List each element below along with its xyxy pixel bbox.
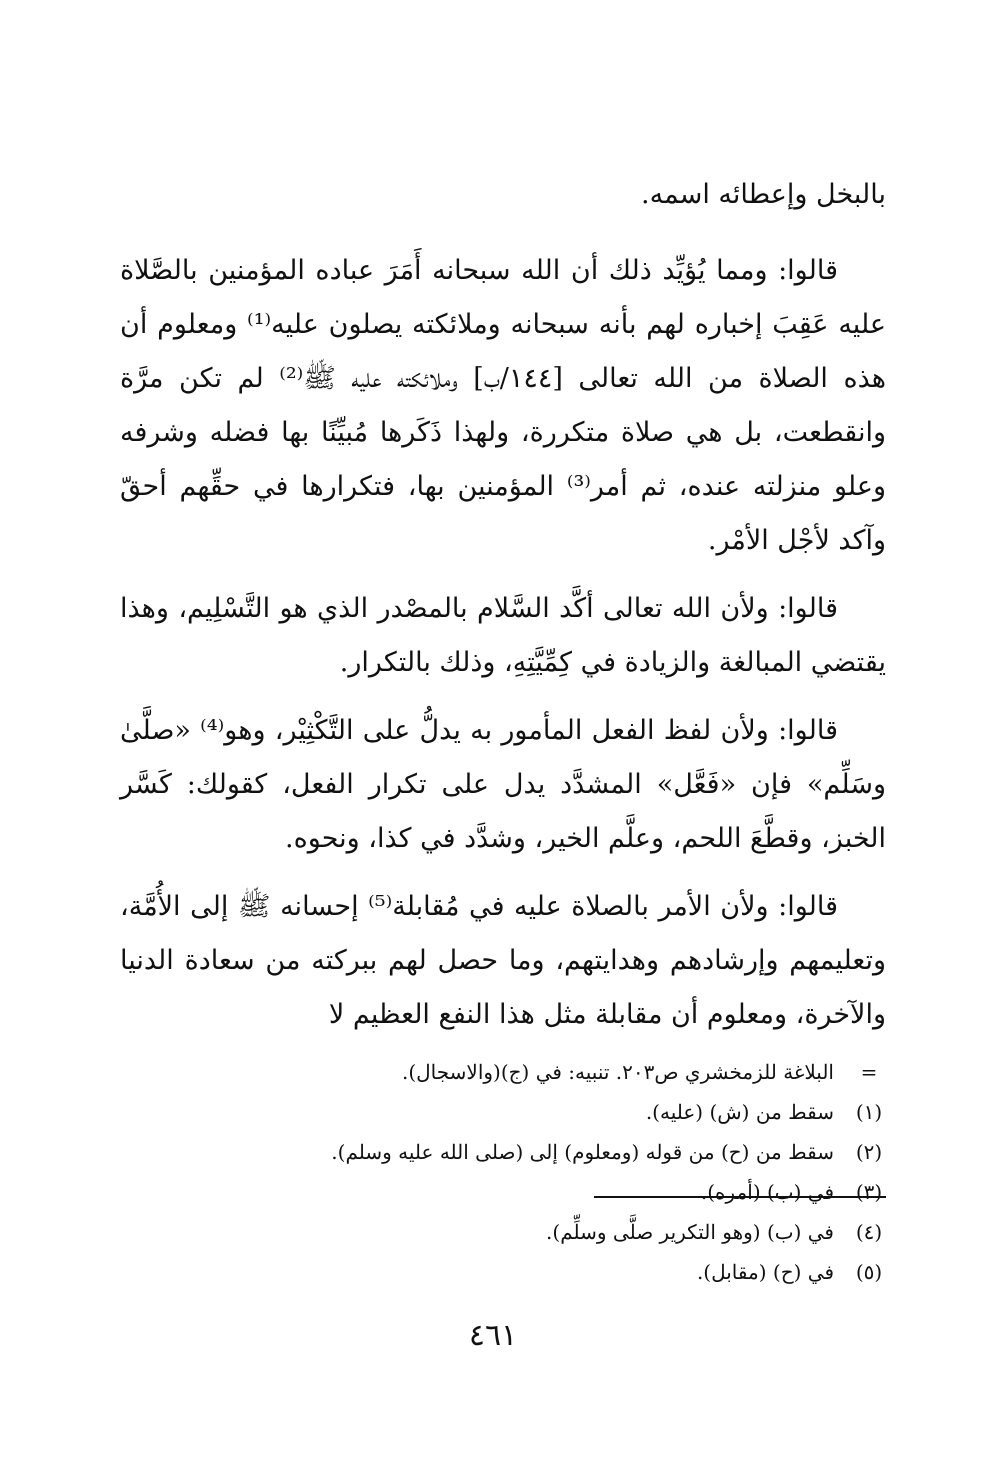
paragraph-5-text: قالوا: ولأن الأمر بالصلاة عليه في مُقابلة⁽⁵⁾ إحسانه ﷺ إلى الأُمَّة، وتعليمهم وإرشادهم وهدايتهم، وما حصل لهم ببركته من سعادة الدنيا والآخرة، ومعلوم أن مقابلة مثل هذا النفع العظيم لا bbox=[120, 891, 886, 1030]
footnote-text: في (ب) (أمره). bbox=[700, 1180, 834, 1204]
footnote-2 bbox=[120, 1132, 886, 1172]
footnote-mark: (٤) bbox=[855, 1220, 883, 1244]
footnote-5 bbox=[120, 1252, 886, 1292]
paragraph-5 bbox=[120, 880, 886, 1042]
footnote-4 bbox=[120, 1212, 886, 1252]
footnote-mark: (٢) bbox=[855, 1140, 883, 1164]
footnote-3 bbox=[120, 1172, 886, 1212]
paragraph-2-text: قالوا: ومما يُؤيِّد ذلك أن الله سبحانه أَمَرَ عباده المؤمنين بالصَّلاة عليه عَقِبَ إخباره لهم بأنه سبحانه وملائكته يصلون عليه⁽¹⁾ ومعلوم أن هذه الصلاة من الله تعالى [١٤٤/ب] وملائكته عليه ﷺ⁽²⁾ لم تكن مرَّة وانقطعت، بل هي صلاة متكررة، ولهذا ذَكَرها مُبيِّنًا بها فضله وشرفه وعلو منزلته عنده، ثم أمر⁽³⁾ المؤمنين بها، فتكرارها في حقِّهم أحقّ وآكد لأجْل الأمْر. bbox=[120, 255, 887, 556]
paragraph-4 bbox=[120, 704, 886, 866]
paragraph-3-text: قالوا: ولأن الله تعالى أكَّد السَّلام بالمصْدر الذي هو التَّسْلِيم، وهذا يقتضي المبالغة والزيادة في كِمِّيَّتِهِ، وذلك بالتكرار. bbox=[120, 593, 886, 678]
footnote-text: سقط من (ش) (عليه). bbox=[645, 1100, 834, 1124]
footnote-continued bbox=[120, 1052, 886, 1092]
footnote-1 bbox=[120, 1092, 886, 1132]
footnotes bbox=[120, 1052, 886, 1292]
footnote-text: سقط من (ح) من قوله (ومعلوم) إلى (صلى الله عليه وسلم). bbox=[331, 1140, 834, 1164]
footnote-mark: (٥) bbox=[855, 1260, 883, 1284]
page-number: ٤٦١ bbox=[468, 1318, 518, 1353]
footnote-mark: (٣) bbox=[855, 1180, 883, 1204]
footnote-mark: = bbox=[860, 1060, 878, 1084]
footnote-mark: (١) bbox=[855, 1100, 883, 1124]
paragraph-2 bbox=[120, 244, 886, 568]
paragraph-3 bbox=[120, 582, 886, 690]
paragraph-1: بالبخل وإعطائه اسمه. bbox=[641, 179, 886, 210]
paragraph-4-text: قالوا: ولأن لفظ الفعل المأمور به يدلُّ على التَّكْثِيْر، وهو⁽⁴⁾ «صلَّىٰ وسَلِّم» فإن «فَعَّل» المشدَّد يدل على تكرار الفعل، كقولك: كَسَّر الخبز، وقطَّعَ اللحم، وعلَّم الخير، وشدَّد في كذا، ونحوه. bbox=[120, 715, 886, 854]
footnote-text: البلاغة للزمخشري ص٢٠٣. تنبيه: في (ج)(والاسجال). bbox=[401, 1060, 834, 1084]
main-text bbox=[120, 168, 886, 1056]
footnote-text: في (ح) (مقابل). bbox=[696, 1260, 834, 1284]
footnote-text: في (ب) (وهو التكرير صلَّى وسلِّم). bbox=[546, 1220, 834, 1244]
